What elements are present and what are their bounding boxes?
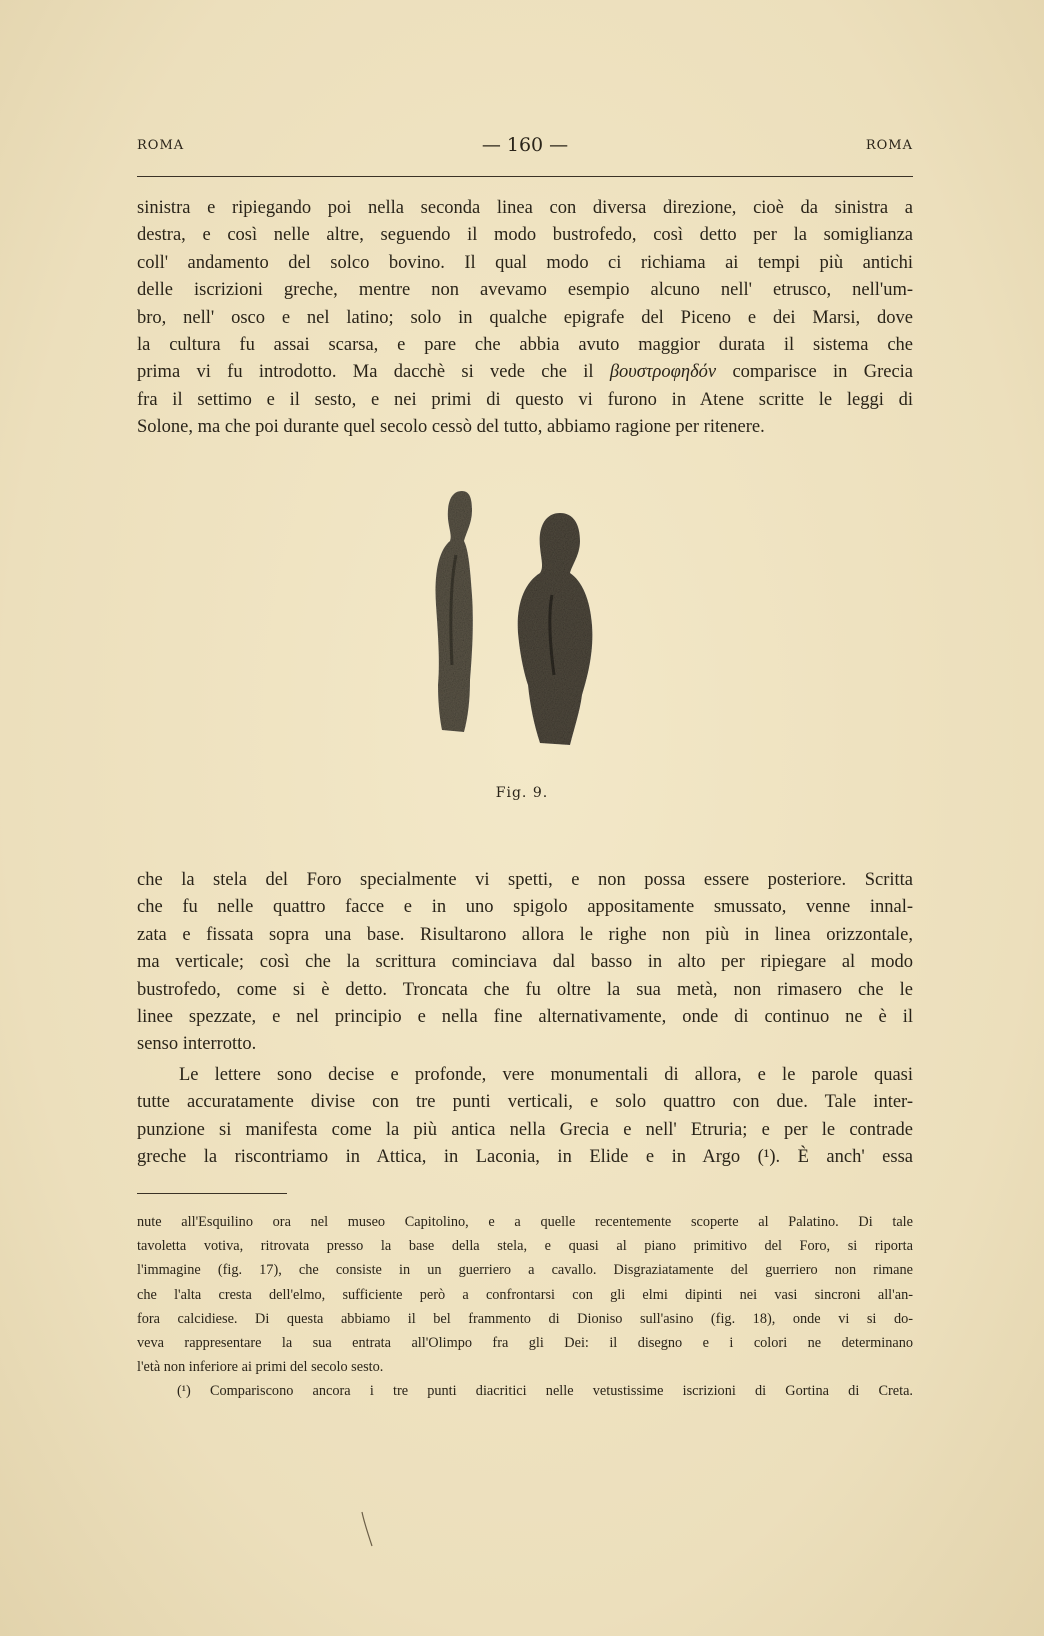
text-line: greche la riscontriamo in Attica, in Laconia, in Elide e in Argo (¹). È anch' essa <box>137 1147 913 1168</box>
statuette-broad <box>518 513 593 745</box>
header-right: ROMA <box>865 138 913 153</box>
text-line: Le lettere sono decise e profonde, vere monumentali di allora, e le parole quasi <box>179 1065 913 1085</box>
text-line: destra, e così nelle altre, seguendo il modo bustrofedo, così detto per la somiglianza <box>137 225 913 246</box>
greek-line-head: prima vi fu introdotto. Ma dacchè si vede che il <box>137 362 594 383</box>
text-line: fra il settimo e il sesto, e nei primi di questo vi furono in Atene scritte le leggi di <box>137 389 913 410</box>
text-line: che fu nelle quattro facce e in uno spigolo appositamente smussato, venne innal- <box>137 897 913 918</box>
text-line: la cultura fu assai scarsa, e pare che abbia avuto maggior durata il sistema che <box>137 335 913 356</box>
footnote-line: nute all'Esquilino ora nel museo Capitolino, e a quelle recentemente scoperte al Palatino. Di tale <box>137 1214 913 1230</box>
text-line: Solone, ma che poi durante quel secolo cessò del tutto, abbiamo ragione per ritenere. <box>137 417 765 438</box>
greek-line-tail: comparisce in Grecia <box>732 362 913 383</box>
footnote-line: l'età non inferiore ai primi del secolo sesto. <box>137 1359 384 1376</box>
text-line: bustrofedo, come si è detto. Troncata che fu oltre la sua metà, non rimasero che le <box>137 979 913 1000</box>
footnote-line: tavoletta votiva, ritrovata presso la base della stela, e quasi al piano primitivo del Foro, si riporta <box>137 1238 913 1255</box>
text-line: tutte accuratamente divise con tre punti verticali, e solo quattro con due. Tale inter- <box>137 1092 913 1113</box>
text-line: coll' andamento del solco bovino. Il qual modo ci richiama ai tempi più antichi <box>137 252 913 273</box>
footnotes <box>137 1210 913 1404</box>
text-line: zata e fissata sopra una base. Risultarono allora le righe non più in linea orizzontale, <box>137 924 913 945</box>
footnote-rule <box>137 1193 287 1194</box>
paragraph-3 <box>137 1062 913 1172</box>
header-left: ROMA <box>137 138 185 153</box>
statuette-slim <box>436 491 473 732</box>
footnote-1: (¹) Compariscono ancora i tre punti diacritici nelle vetustissime iscrizioni di Gortina di Creta. <box>177 1383 913 1400</box>
greek-word: βουστροφηδόν <box>609 362 717 383</box>
paragraph-2 <box>137 867 913 1059</box>
text-line: punzione si manifesta come la più antica nella Grecia e nell' Etruria; e per le contrade <box>137 1119 913 1140</box>
figure-caption: Fig. 9. <box>495 785 549 801</box>
figure-9-statuettes <box>420 485 640 755</box>
text-line: bro, nell' osco e nel latino; solo in qualche epigrafe del Piceno e dei Marsi, dove <box>137 307 913 328</box>
text-line-greek <box>137 359 913 386</box>
paragraph-1 <box>137 195 913 442</box>
text-line: delle iscrizioni greche, mentre non avevamo esempio alcuno nell' etrusco, nell'um- <box>137 280 913 301</box>
page-number: — 160 — <box>481 134 569 156</box>
running-header <box>137 134 913 158</box>
text-line: ma verticale; così che la scrittura cominciava dal basso in alto per ripiegare al modo <box>137 952 913 973</box>
footnote-line: che l'alta cresta dell'elmo, sufficiente però a confrontarsi con gli elmi dipinti nei vasi sincroni all'an- <box>137 1286 913 1303</box>
footnote-line: veva rappresentare la sua entrata all'Olimpo fra gli Dei: il disegno e i colori ne determinano <box>137 1335 913 1352</box>
text-line: senso interrotto. <box>137 1034 257 1055</box>
header-rule <box>137 176 913 177</box>
text-line: sinistra e ripiegando poi nella seconda linea con diversa direzione, cioè da sinistra a <box>137 198 913 218</box>
footnote-line: l'immagine (fig. 17), che consiste in un guerriero a cavallo. Disgraziatamente del guerriero non rimane <box>137 1262 913 1279</box>
text-line: linee spezzate, e nel principio e nella fine alternativamente, onde di continuo ne è il <box>137 1007 913 1028</box>
paper-scratch-mark <box>358 1510 378 1550</box>
footnote-line: fora calcidiese. Di questa abbiamo il bel frammento di Dioniso sull'asino (fig. 18), onde vi si do- <box>137 1310 913 1327</box>
text-line: che la stela del Foro specialmente vi spetti, e non possa essere posteriore. Scritta <box>137 870 913 890</box>
